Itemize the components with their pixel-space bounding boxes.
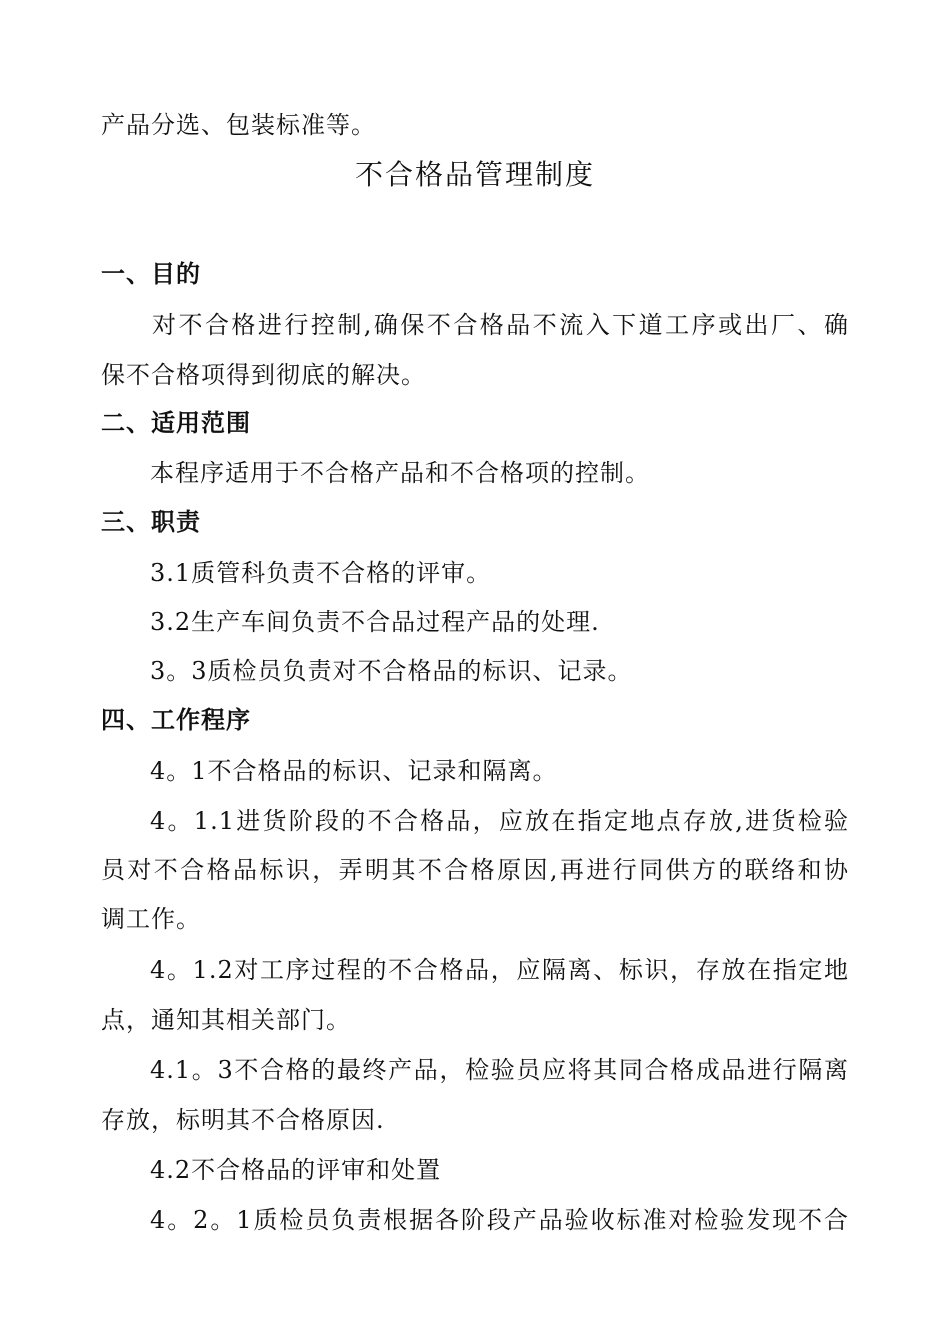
- paragraph-text: 员对不合格品标识，弄明其不合格原因,再进行同供方的联络和协: [101, 856, 849, 884]
- paragraph-text: 存放，标明其不合格原因.: [101, 1106, 385, 1134]
- paragraph-text: 4。1.2对工序过程的不合格品，应隔离、标识，存放在指定地: [150, 956, 849, 984]
- intro-text: 产品分选、包装标准等。: [101, 111, 376, 139]
- subsection-heading: 4。1不合格品的标识、记录和隔离。: [150, 757, 558, 785]
- paragraph-text: 4.1。3不合格的最终产品，检验员应将其同合格成品进行隔离: [150, 1056, 849, 1084]
- section-heading-procedure: 四、工作程序: [101, 706, 251, 734]
- paragraph-text: 调工作。: [101, 905, 201, 933]
- list-item: 3。3质检员负责对不合格品的标识、记录。: [150, 657, 633, 685]
- paragraph-text: 对不合格进行控制,确保不合格品不流入下道工序或出厂、确: [152, 311, 849, 339]
- paragraph-text: 4。2。1质检员负责根据各阶段产品验收标准对检验发现不合: [150, 1206, 849, 1234]
- section-heading-responsibilities: 三、职责: [101, 508, 201, 536]
- paragraph-text: 保不合格项得到彻底的解决。: [101, 361, 426, 389]
- list-item: 3.1质管科负责不合格的评审。: [150, 559, 492, 587]
- paragraph-text: 本程序适用于不合格产品和不合格项的控制。: [150, 459, 650, 487]
- subsection-heading: 4.2不合格品的评审和处置: [150, 1156, 442, 1184]
- section-heading-purpose: 一、目的: [101, 260, 201, 288]
- paragraph-text: 点，通知其相关部门。: [101, 1006, 351, 1034]
- paragraph-text: 4。1.1进货阶段的不合格品，应放在指定地点存放,进货检验: [150, 807, 849, 835]
- section-heading-scope: 二、适用范围: [101, 409, 251, 437]
- document-title: 不合格品管理制度: [354, 158, 595, 191]
- list-item: 3.2生产车间负责不合品过程产品的处理.: [150, 608, 600, 636]
